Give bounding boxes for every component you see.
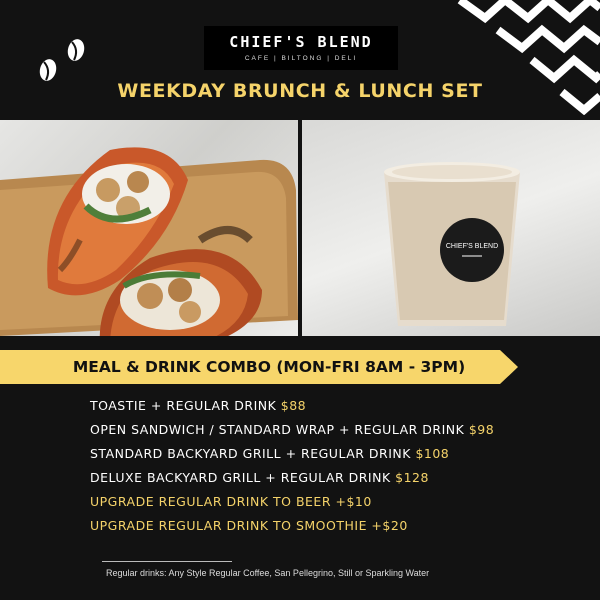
menu-item-name: DELUXE BACKYARD GRILL + REGULAR DRINK	[90, 470, 396, 485]
upgrade-item: UPGRADE REGULAR DRINK TO BEER +$10	[90, 494, 372, 509]
brand-tagline: CAFE | BILTONG | DELI	[244, 55, 358, 62]
menu-item-name: OPEN SANDWICH / STANDARD WRAP + REGULAR DRINK	[90, 422, 469, 437]
menu-item	[90, 466, 494, 490]
menu-item-price: $108	[415, 446, 450, 461]
smoothie-illustration	[302, 120, 600, 336]
combo-banner-label: MEAL & DRINK COMBO (MON-FRI 8AM - 3PM)	[72, 358, 466, 376]
coffee-beans-icon	[36, 36, 96, 86]
menu-item	[90, 394, 494, 418]
wrap-photo	[0, 120, 298, 336]
brand-name: CHIEF'S BLEND	[229, 33, 373, 51]
upgrade-item: UPGRADE REGULAR DRINK TO SMOOTHIE +$20	[90, 518, 408, 533]
menu-item	[90, 418, 494, 442]
page-title: WEEKDAY BRUNCH & LUNCH SET	[117, 80, 483, 102]
smoothie-photo	[302, 120, 600, 336]
drinks-footnote: Regular drinks: Any Style Regular Coffee, San Pellegrino, Still or Sparkling Water	[106, 568, 430, 578]
brand-logo	[204, 26, 398, 70]
menu-item-price: $88	[280, 398, 307, 413]
menu-item-name: STANDARD BACKYARD GRILL + REGULAR DRINK	[90, 446, 416, 461]
wrap-illustration	[0, 120, 298, 336]
menu-item	[90, 442, 494, 466]
cup-label: CHIEF'S BLEND	[445, 243, 499, 250]
menu-item-name: TOASTIE + REGULAR DRINK	[90, 398, 281, 413]
menu-item-price: $128	[395, 470, 429, 485]
menu-item-price: $98	[468, 422, 495, 437]
divider	[102, 561, 232, 562]
menu-list	[90, 394, 494, 538]
